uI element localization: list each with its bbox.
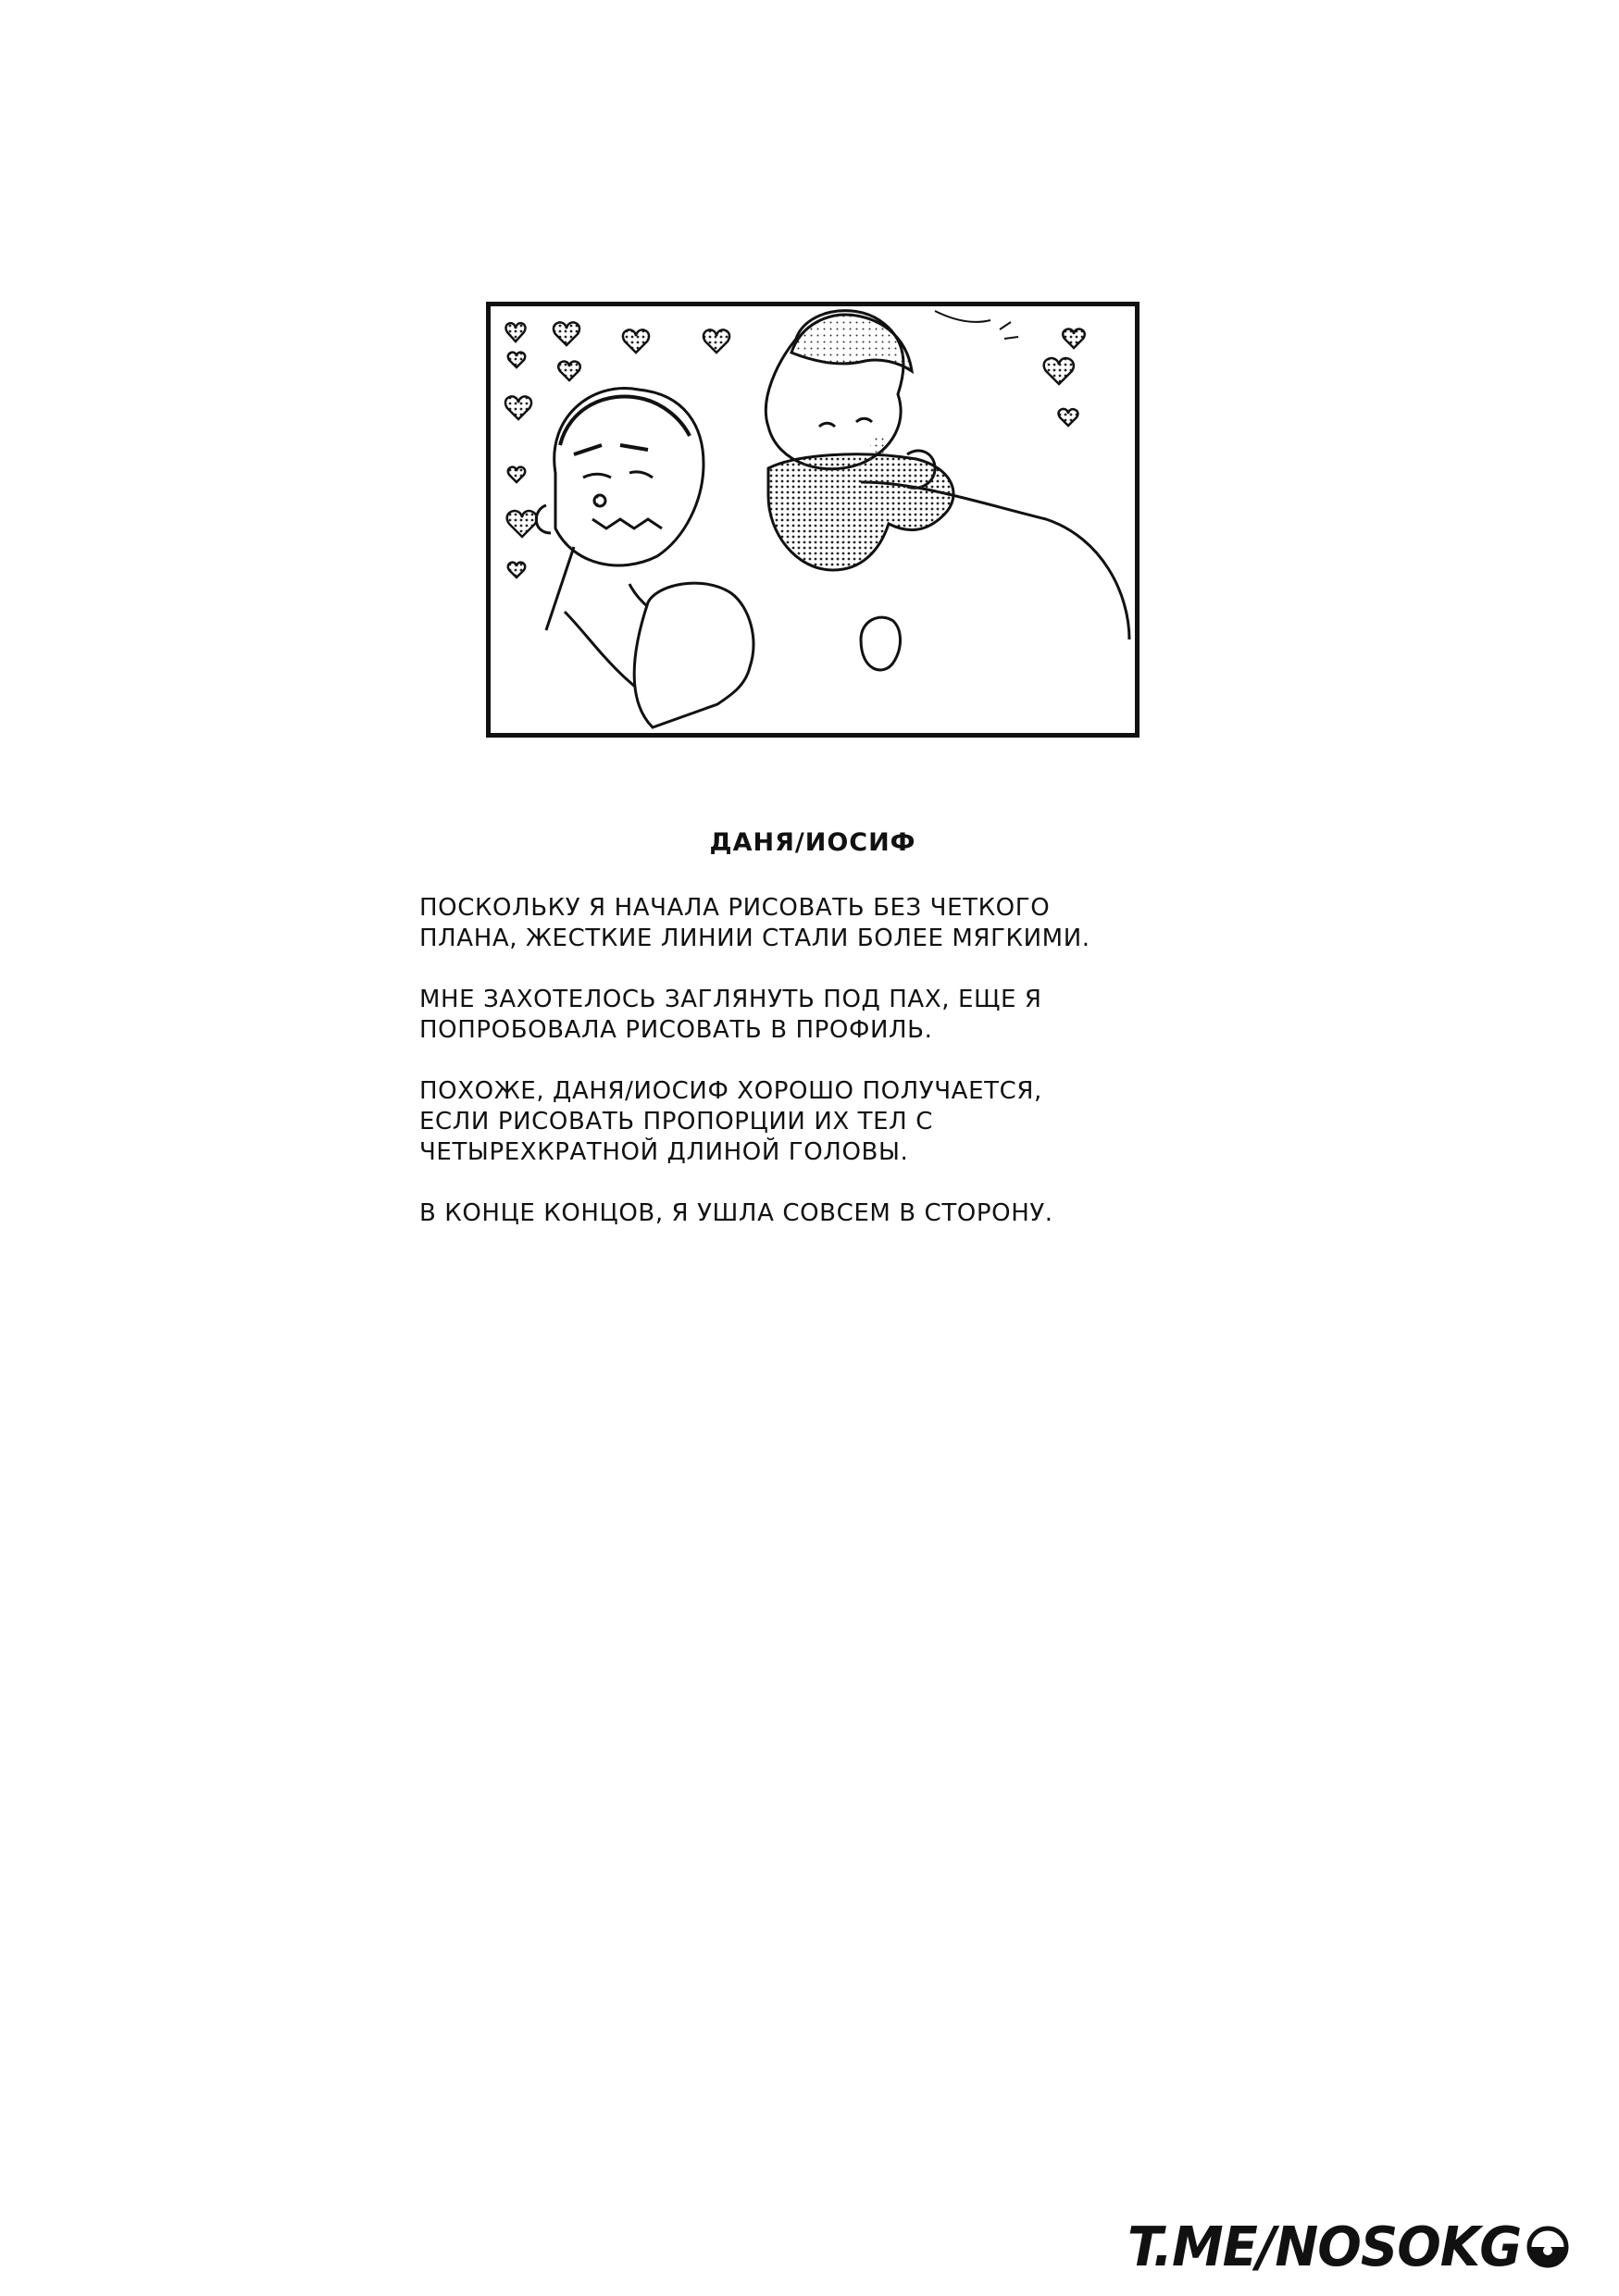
paragraph-1: ПОСКОЛЬКУ Я НАЧАЛА РИСОВАТЬ БЕЗ ЧЕТКОГО ПЛАНА, ЖЕСТКИЕ ЛИНИИ СТАЛИ БОЛЕЕ МЯГКИМИ. xyxy=(419,894,1090,952)
paragraph-3: ПОХОЖЕ, ДАНЯ/ИОСИФ ХОРОШО ПОЛУЧАЕТСЯ, ЕСЛИ РИСОВАТЬ ПРОПОРЦИИ ИХ ТЕЛ С ЧЕТЫРЕХКРАТНОЙ ДЛИНОЙ ГОЛОВЫ. xyxy=(419,1077,1042,1166)
watermark-logo xyxy=(1127,2215,1569,2279)
heading: ДАНЯ/ИОСИФ xyxy=(709,828,916,857)
tongue xyxy=(768,454,953,570)
manga-panel xyxy=(486,302,1140,738)
commentary-paragraphs xyxy=(419,893,1090,1229)
eye-icon xyxy=(1526,2226,1569,2268)
watermark-text: T.ME/NOSOKG xyxy=(1127,2215,1522,2279)
manga-panel-illustration xyxy=(491,306,1135,733)
halo-lines xyxy=(935,311,1018,339)
paragraph-2: МНЕ ЗАХОТЕЛОСЬ ЗАГЛЯНУТЬ ПОД ПАХ, ЕЩЕ Я ПОПРОБОВАЛА РИСОВАТЬ В ПРОФИЛЬ. xyxy=(419,986,1042,1044)
hands xyxy=(634,583,900,727)
paragraph-4: В КОНЦЕ КОНЦОВ, Я УШЛА СОВСЕМ В СТОРОНУ. xyxy=(419,1199,1053,1227)
